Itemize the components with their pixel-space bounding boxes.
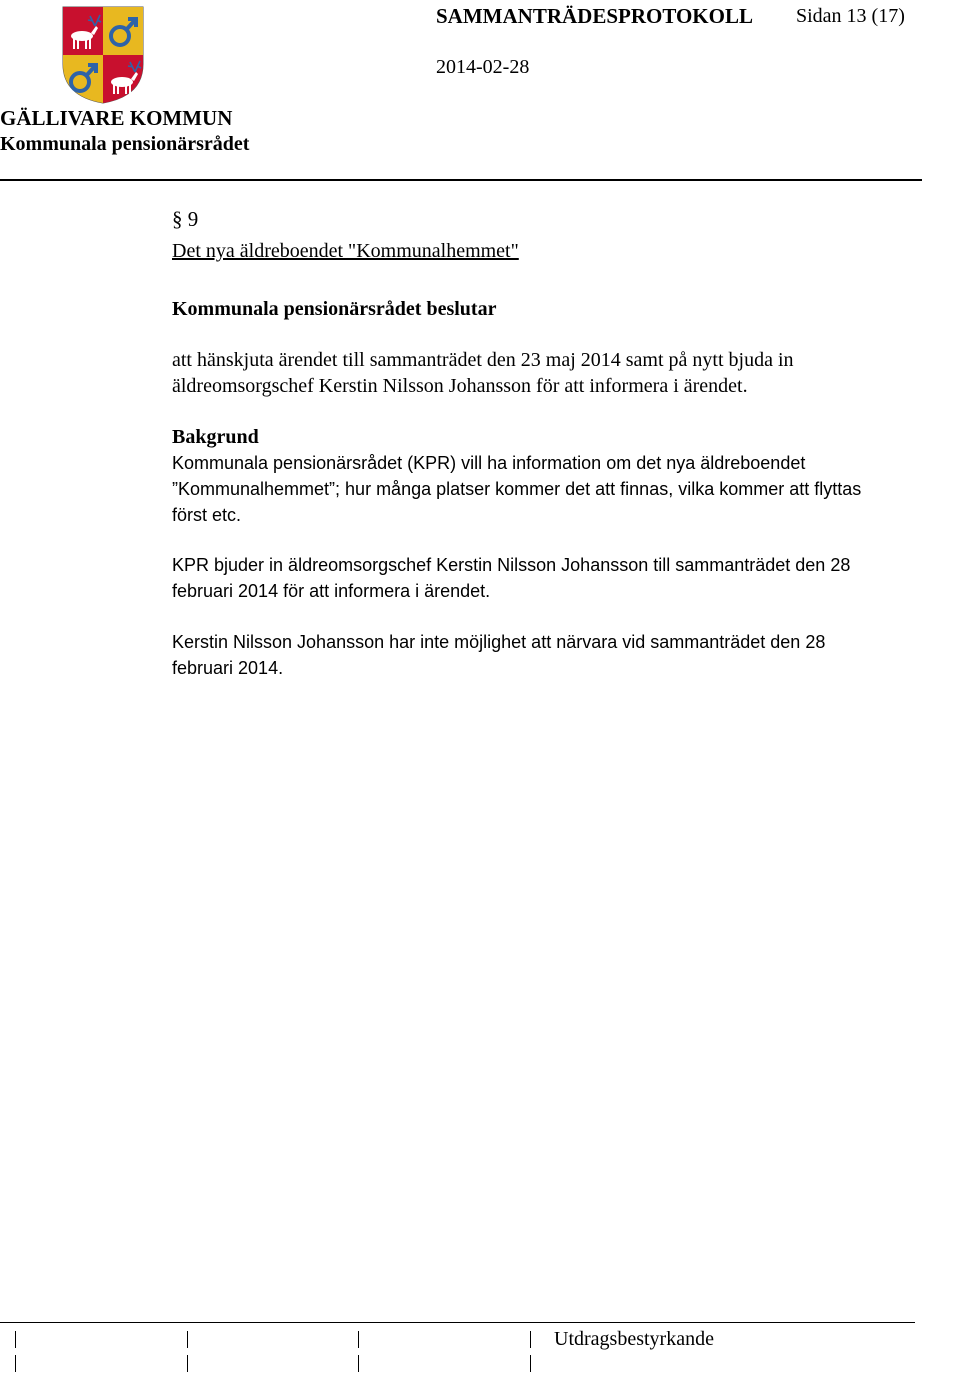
signature-box-divider bbox=[530, 1355, 531, 1372]
signature-box-divider bbox=[187, 1355, 188, 1372]
decision-line: att hänskjuta ärendet till sammanträdet den 23 maj 2014 samt på nytt bjuda in bbox=[172, 349, 794, 371]
section-number: § 9 bbox=[172, 207, 199, 231]
background-line: först etc. bbox=[172, 505, 242, 525]
paragraph-line: Kerstin Nilsson Johansson har inte möjlighet att närvara vid sammanträdet den 28 bbox=[172, 632, 826, 652]
paragraph-line: februari 2014 för att informera i ärendet. bbox=[172, 581, 491, 601]
coat-of-arms-icon bbox=[62, 6, 144, 104]
background-heading: Bakgrund bbox=[172, 426, 259, 448]
paragraph-line: februari 2014. bbox=[172, 658, 284, 678]
signature-box-divider bbox=[358, 1331, 359, 1348]
decision-line: äldreomsorgschef Kerstin Nilsson Johansson för att informera i ärendet. bbox=[172, 375, 748, 397]
organization-unit: Kommunala pensionärsrådet bbox=[0, 133, 250, 155]
document-type: SAMMANTRÄDESPROTOKOLL bbox=[436, 4, 753, 28]
page-number: Sidan 13 (17) bbox=[796, 5, 905, 27]
background-line: ”Kommunalhemmet”; hur många platser kommer det att finnas, vilka kommer att flyttas bbox=[172, 479, 862, 499]
decision-heading: Kommunala pensionärsrådet beslutar bbox=[172, 298, 497, 320]
signature-box-divider bbox=[358, 1355, 359, 1372]
certification-label: Utdragsbestyrkande bbox=[554, 1328, 714, 1350]
background-line: Kommunala pensionärsrådet (KPR) vill ha information om det nya äldreboendet bbox=[172, 453, 806, 473]
signature-box-divider bbox=[187, 1331, 188, 1348]
item-title: Det nya äldreboendet "Kommunalhemmet" bbox=[172, 240, 519, 262]
footer-divider bbox=[0, 1322, 915, 1323]
header-divider bbox=[0, 179, 922, 181]
signature-box-divider bbox=[15, 1355, 16, 1372]
paragraph-line: KPR bjuder in äldreomsorgschef Kerstin Nilsson Johansson till sammanträdet den 28 bbox=[172, 555, 851, 575]
signature-box-divider bbox=[15, 1331, 16, 1348]
signature-box-divider bbox=[530, 1331, 531, 1348]
organization-name: GÄLLIVARE KOMMUN bbox=[0, 106, 233, 130]
document-date: 2014-02-28 bbox=[436, 56, 530, 78]
